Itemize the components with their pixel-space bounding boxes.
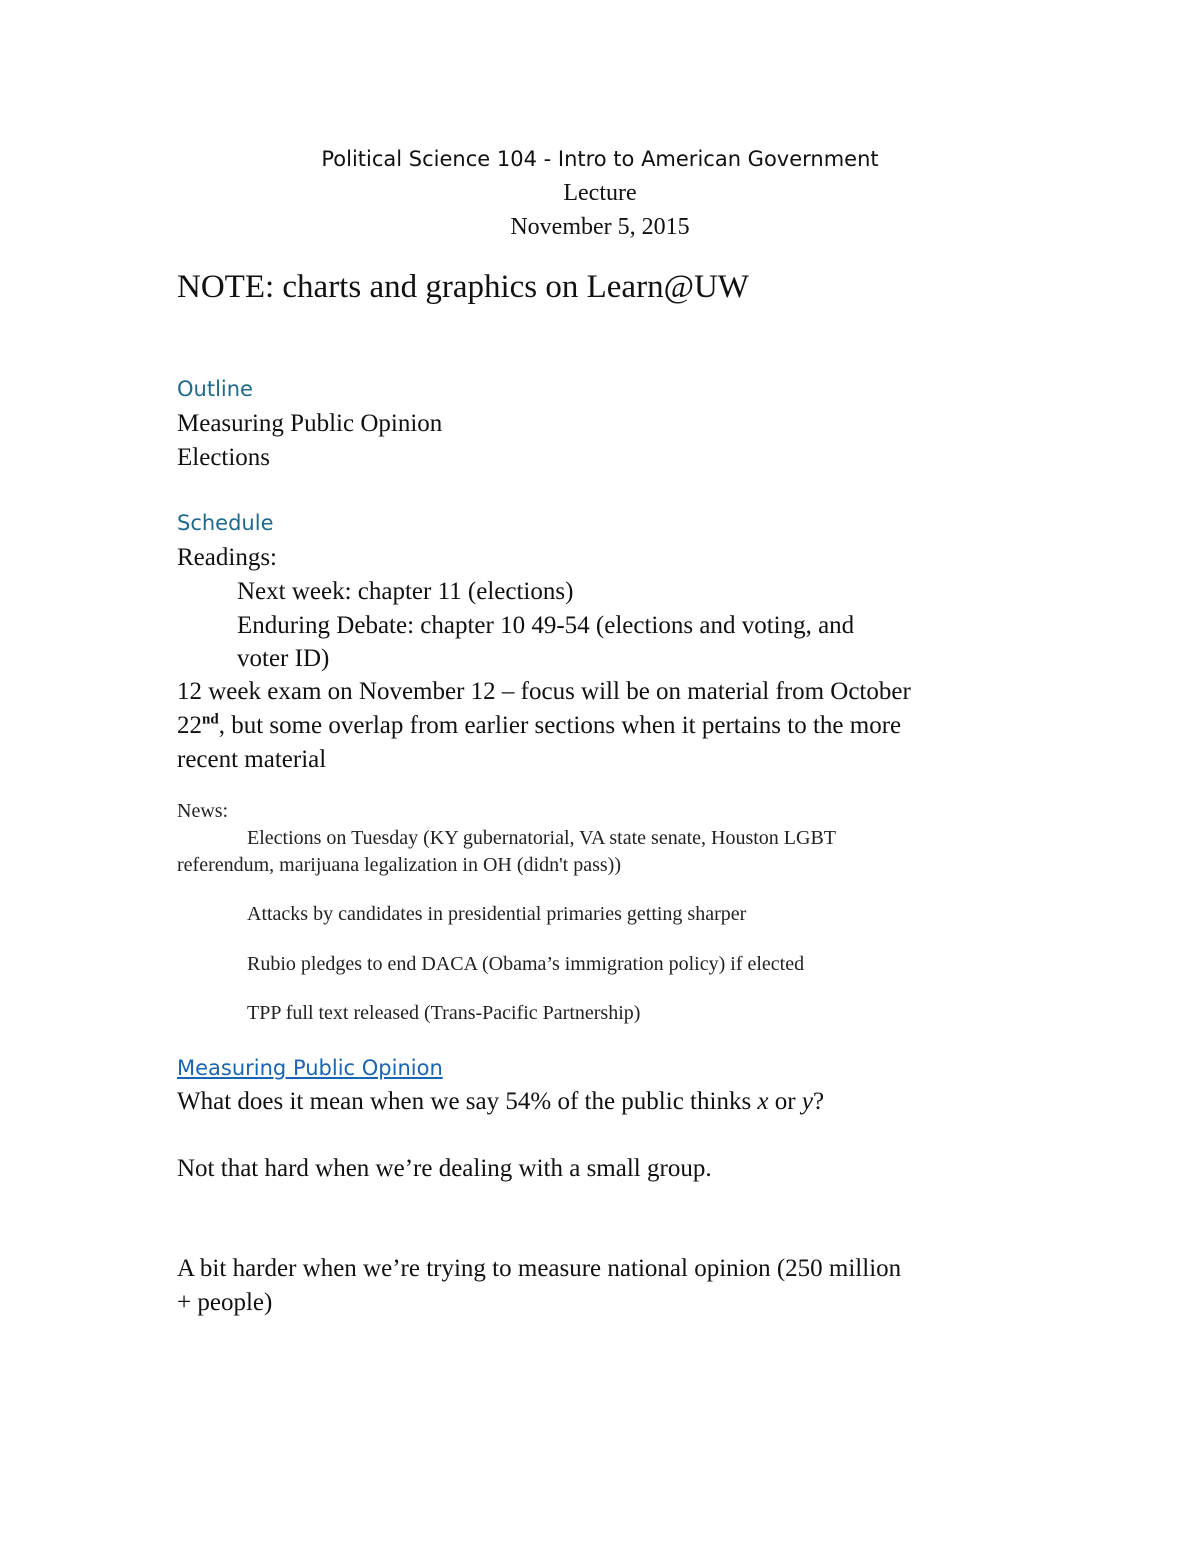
news-item-attacks: Attacks by candidates in presidential primaries getting sharper [247,903,747,925]
reading-enduring-debate: Enduring Debate: chapter 10 49-54 (elections and voting, and [237,612,855,639]
outline-item-measuring: Measuring Public Opinion [177,410,443,437]
document-header [0,142,1200,244]
lecture-label: Lecture [563,180,637,206]
small-group-line: Not that hard when we’re dealing with a small group. [177,1155,712,1182]
exam-line-2-text: , but some overlap from earlier sections when it pertains to the more [218,712,902,739]
question-mark: ? [812,1088,825,1115]
measuring-public-opinion-link[interactable]: Measuring Public Opinion [177,1056,443,1080]
schedule-heading: Schedule [177,511,274,535]
outline-heading: Outline [177,377,253,401]
exam-line-1: 12 week exam on November 12 – focus will be on material from October [177,678,911,705]
exam-date-number: 22 [177,712,202,739]
reading-enduring-debate-cont: voter ID) [237,645,330,672]
exam-date-suffix: nd [202,711,219,728]
news-item-elections: Elections on Tuesday (KY gubernatorial, VA state senate, Houston LGBT [247,827,837,849]
question-text: What does it mean when we say 54% of the public thinks [177,1088,758,1115]
news-item-elections-cont: referendum, marijuana legalization in OH (didn't pass)) [177,854,622,876]
question-or: or [768,1088,802,1115]
news-item-rubio: Rubio pledges to end DACA (Obama’s immigration policy) if elected [247,953,805,975]
news-label: News: [177,800,229,822]
reading-next-week: Next week: chapter 11 (elections) [237,578,574,605]
national-opinion-line: A bit harder when we’re trying to measure national opinion (250 million [177,1255,902,1282]
question-var-x: x [757,1088,769,1115]
lecture-date: November 5, 2015 [510,214,690,240]
question-var-y: y [801,1088,813,1115]
exam-line-3: recent material [177,746,327,773]
readings-label: Readings: [177,544,277,571]
course-title: Political Science 104 - Intro to American Government [321,147,879,171]
national-opinion-line-cont: + people) [177,1289,273,1316]
news-item-tpp: TPP full text released (Trans-Pacific Partnership) [247,1002,641,1024]
exam-line-2 [177,709,901,743]
outline-item-elections: Elections [177,444,271,471]
measuring-question [177,1085,824,1119]
note-line: NOTE: charts and graphics on Learn@UW [177,269,749,305]
